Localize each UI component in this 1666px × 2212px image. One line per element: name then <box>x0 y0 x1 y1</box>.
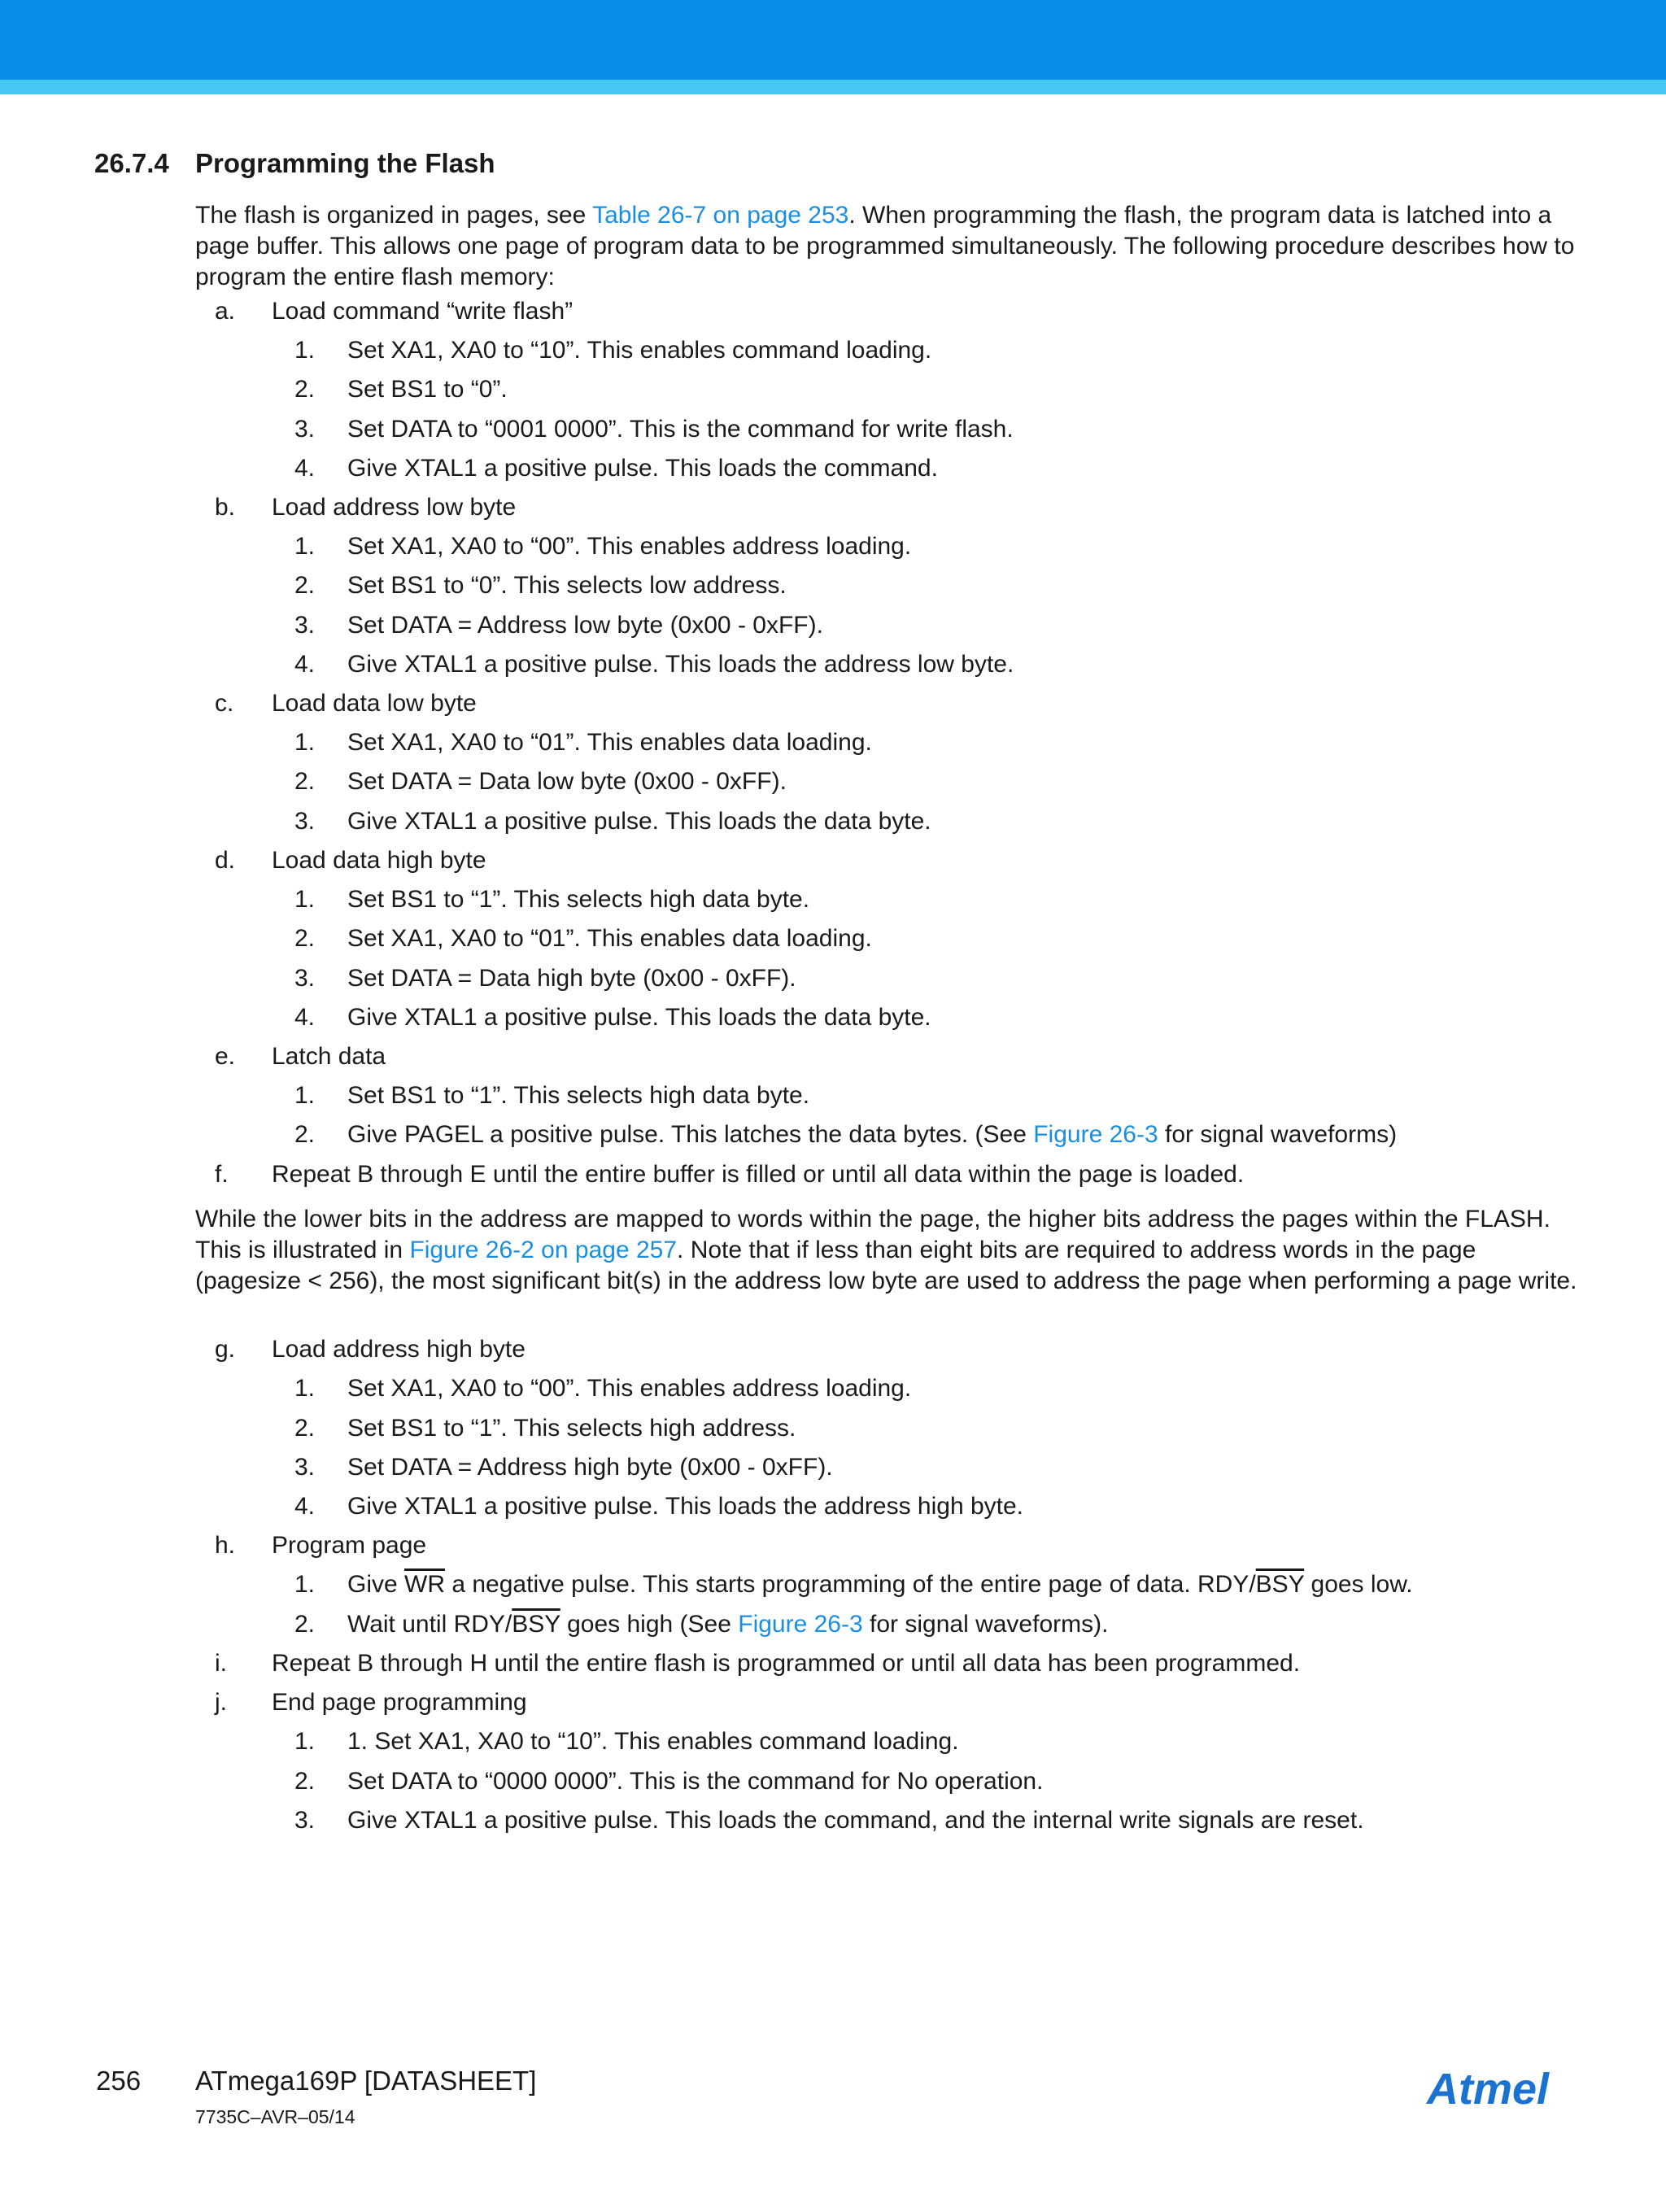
step-marker: f. <box>215 1161 229 1188</box>
wr-signal: $\overline{WR}$ <box>404 1571 446 1598</box>
atmel-logo <box>1425 2061 1572 2114</box>
step-text: Repeat B through E until the entire buffer is filled or until all data within the page is loaded. <box>272 1161 1245 1188</box>
step-marker: j. <box>215 1689 227 1716</box>
step-text: Latch data <box>272 1043 386 1070</box>
page-number: 256 <box>96 2066 142 2096</box>
step-marker: d. <box>215 847 236 874</box>
step-text: Load address high byte <box>272 1336 526 1363</box>
step-marker: h. <box>215 1532 236 1559</box>
address-paragraph: While the lower bits in the address are mapped to words within the page, the higher bits address the pages within the FLASH. This is illustrated in Figure 26-2 on page 257. Note that if less than eight bits are required to address words in the page (pagesize < 256), the most significant bit(s) in the address low byte are used to address the page when performing a page write. <box>195 1206 1577 1294</box>
section-title: Programming the Flash <box>195 148 495 178</box>
step-marker: a. <box>215 298 236 325</box>
logo-text: Atmel <box>1427 2065 1550 2114</box>
figure-26-2-link[interactable]: Figure 26-2 on page 257 <box>409 1237 678 1263</box>
step-text: End page programming <box>272 1689 527 1716</box>
step-text: Load data high byte <box>272 847 486 874</box>
step-text: Load address low byte <box>272 494 517 521</box>
step-text: Program page <box>272 1532 427 1559</box>
section-number: 26.7.4 <box>94 148 169 178</box>
header-bar <box>0 0 1666 80</box>
document-title: ATmega169P [DATASHEET] <box>195 2066 537 2096</box>
step-text: Load data low byte <box>272 690 477 717</box>
document-code: 7735C–AVR–05/14 <box>195 2106 355 2127</box>
step-text: Load command “write flash” <box>272 298 574 325</box>
bsy-signal: $\overline{BSY}$ <box>1255 1571 1305 1598</box>
header-stripe <box>0 80 1666 94</box>
figure-26-3-link[interactable]: Figure 26-3 <box>738 1611 863 1638</box>
step-marker: g. <box>215 1336 236 1363</box>
step-marker: e. <box>215 1043 236 1070</box>
step-marker: c. <box>215 690 234 717</box>
bsy-signal: $\overline{BSY}$ <box>512 1611 560 1638</box>
figure-26-3-link[interactable]: Figure 26-3 <box>1033 1121 1158 1148</box>
step-marker: b. <box>215 494 236 521</box>
table-26-7-link[interactable]: Table 26-7 on page 253 <box>592 202 849 229</box>
intro-paragraph: The flash is organized in pages, see Table 26-7 on page 253. When programming the flash, the program data is latched into a page buffer. This allows one page of program data to be programmed simultaneously. The following procedure describes how to program the entire flash memory: <box>195 202 1575 290</box>
step-marker: i. <box>215 1650 227 1677</box>
step-text: Repeat B through H until the entire flash is programmed or until all data has been programmed. <box>272 1650 1301 1677</box>
